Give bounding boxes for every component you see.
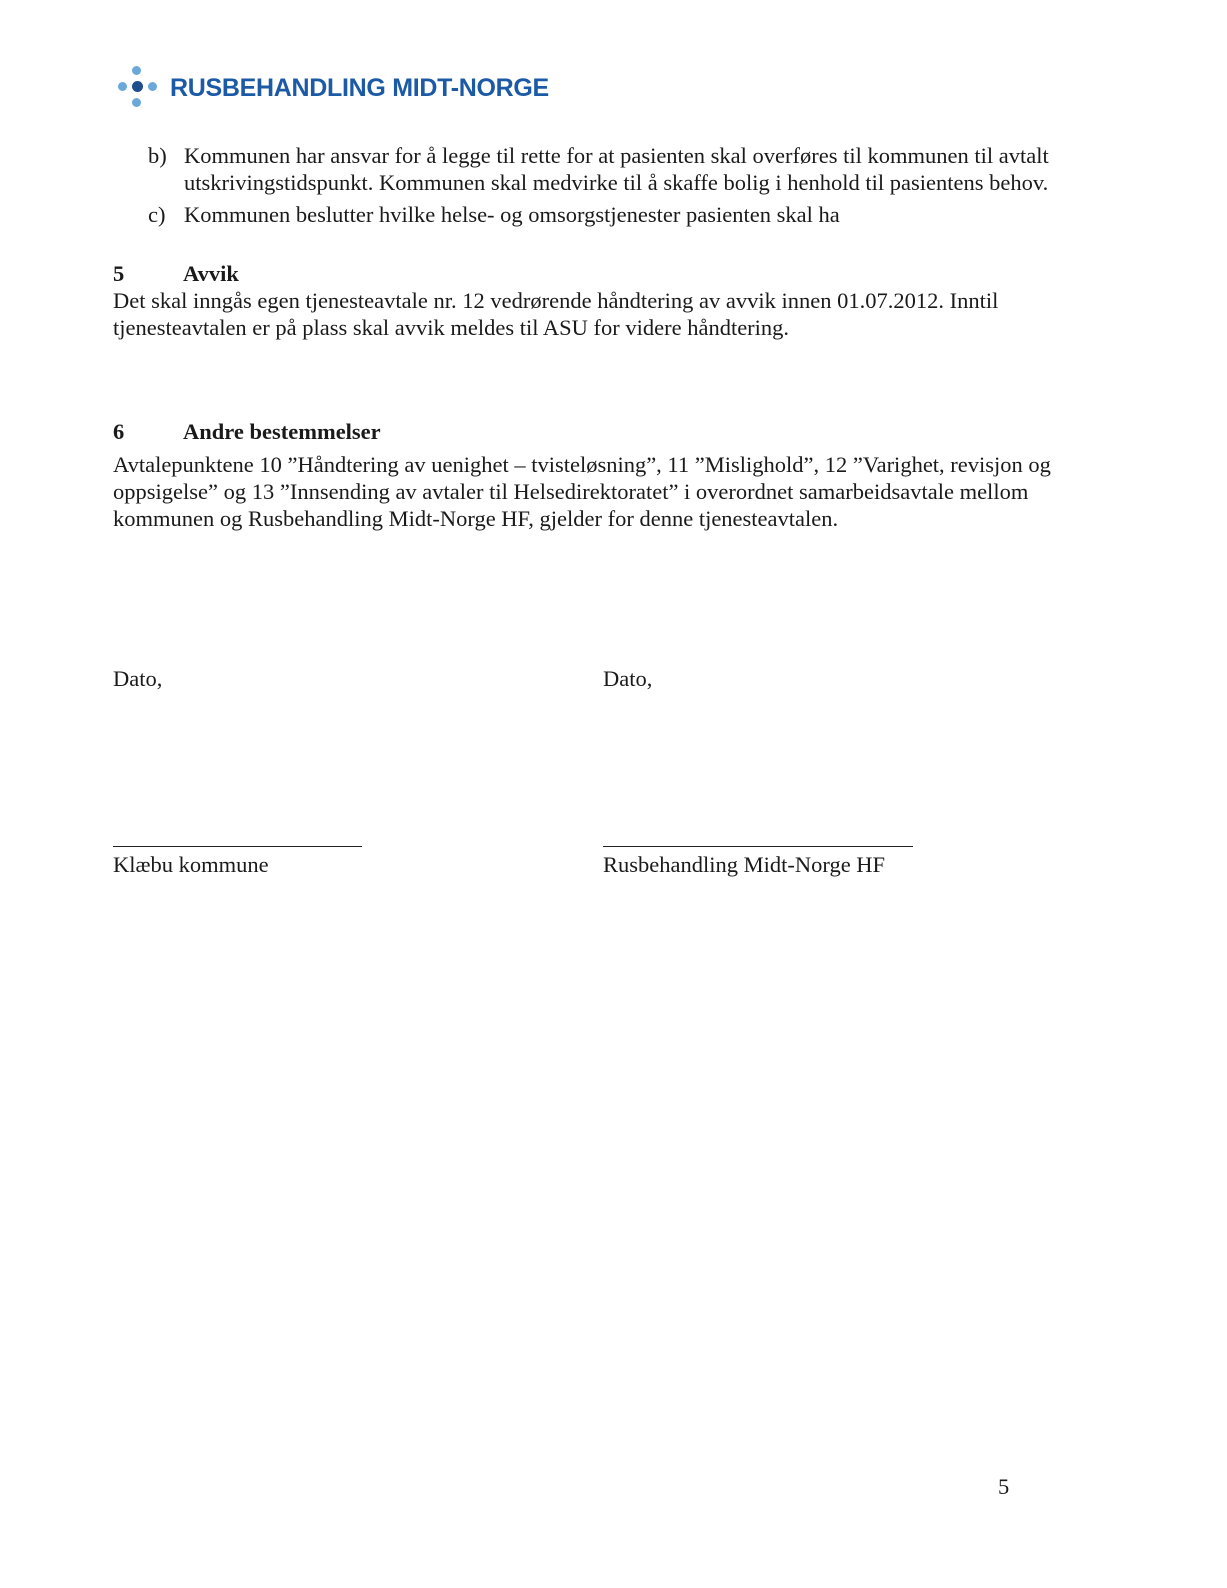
right-party-name: Rusbehandling Midt-Norge HF — [603, 852, 886, 877]
section-5-title: Avvik — [183, 261, 239, 286]
right-signature-line — [603, 846, 913, 847]
list-item-b-line-2: utskrivingstidspunkt. Kommunen skal medvirke til å skaffe bolig i henhold til pasientens behov. — [184, 170, 1049, 195]
section-5-line-2: tjenesteavtalen er på plass skal avvik meldes til ASU for videre håndtering. — [113, 315, 790, 340]
section-6-line-2: oppsigelse” og 13 ”Innsending av avtaler til Helsedirektoratet” i overordnet samarbeidsavtale mellom — [113, 479, 1029, 504]
logo-dots-icon — [116, 66, 160, 110]
logo-text: RUSBEHANDLING MIDT-NORGE — [170, 74, 549, 102]
list-marker-b: b) — [148, 143, 167, 168]
page-number: 5 — [998, 1474, 1010, 1499]
left-party-name: Klæbu kommune — [113, 852, 269, 877]
section-5-number: 5 — [113, 261, 125, 286]
section-6-number: 6 — [113, 419, 125, 444]
logo — [116, 66, 566, 110]
right-date-label: Dato, — [603, 666, 653, 691]
list-item-b-line-1: Kommunen har ansvar for å legge til rette for at pasienten skal overføres til kommunen til avtalt — [184, 143, 1049, 168]
section-5-line-1: Det skal inngås egen tjenesteavtale nr. 12 vedrørende håndtering av avvik innen 01.07.2012. Inntil — [113, 288, 999, 313]
section-6-line-1: Avtalepunktene 10 ”Håndtering av uenighet – tvisteløsning”, 11 ”Mislighold”, 12 ”Varighet, revisjon og — [113, 452, 1051, 477]
list-item-c-line-1: Kommunen beslutter hvilke helse- og omsorgstjenester pasienten skal ha — [184, 202, 840, 227]
left-date-label: Dato, — [113, 666, 163, 691]
list-marker-c: c) — [148, 202, 166, 227]
section-6-title: Andre bestemmelser — [183, 419, 381, 444]
section-6-line-3: kommunen og Rusbehandling Midt-Norge HF, gjelder for denne tjenesteavtalen. — [113, 506, 839, 531]
left-signature-line — [113, 846, 362, 847]
